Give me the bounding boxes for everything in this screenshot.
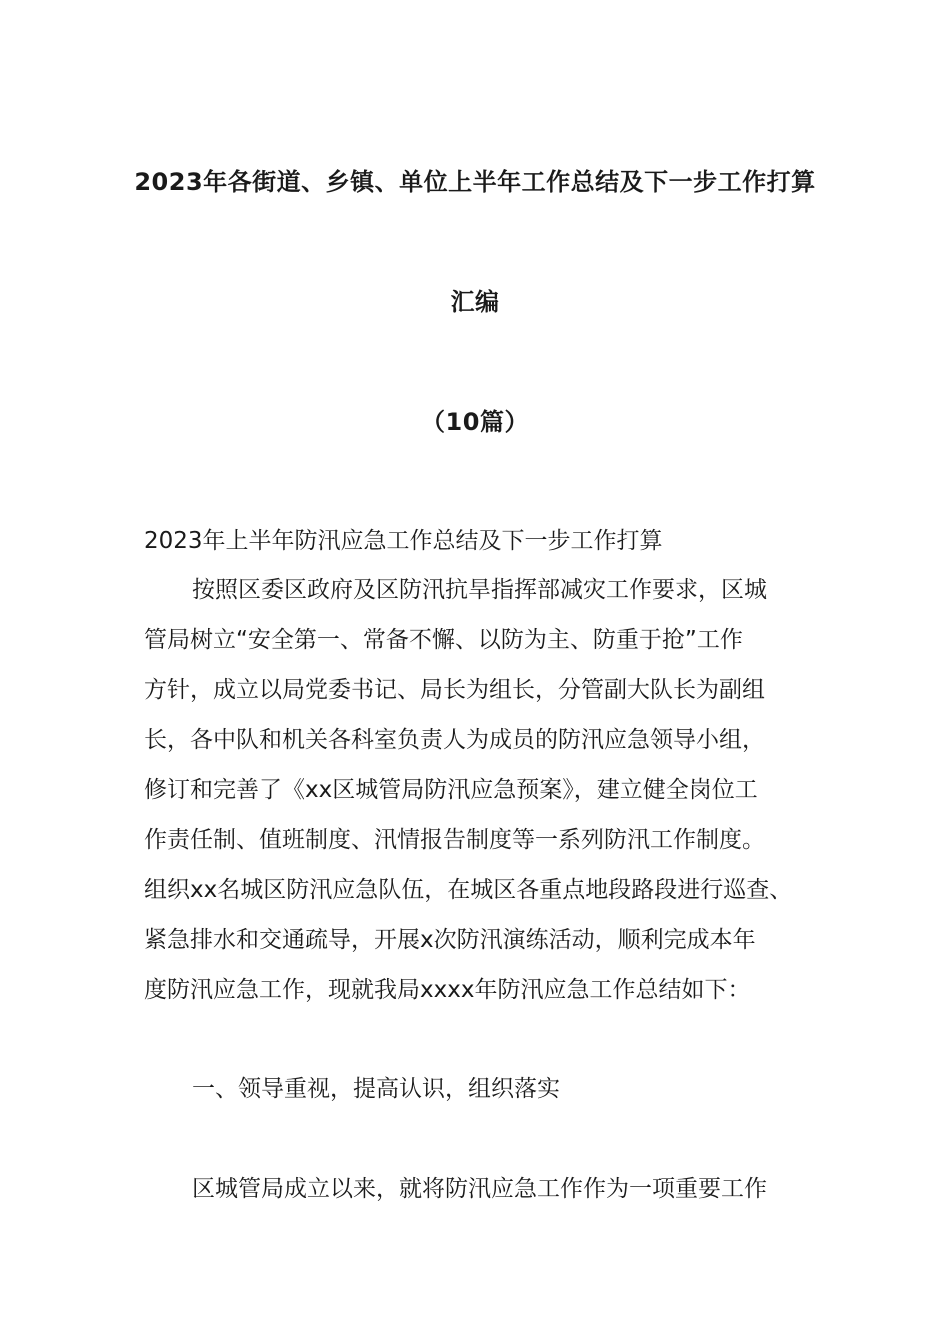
document-title-count: （10篇） xyxy=(421,408,529,436)
paragraph-line: 按照区委区政府及区防汛抗旱指挥部减灾工作要求，区城 xyxy=(192,577,767,603)
paragraph-line: 紧急排水和交通疏导，开展x次防汛演练活动，顺利完成本年 xyxy=(144,927,756,953)
section-paragraph-line: 区城管局成立以来，就将防汛应急工作作为一项重要工作 xyxy=(192,1176,767,1202)
paragraph-line: 修订和完善了《xx区城管局防汛应急预案》，建立健全岗位工 xyxy=(144,777,758,803)
paragraph-line: 作责任制、值班制度、汛情报告制度等一系列防汛工作制度。 xyxy=(144,827,765,853)
document-title-line-1: 2023年各街道、乡镇、单位上半年工作总结及下一步工作打算 xyxy=(134,168,816,196)
paragraph-line: 组织xx名城区防汛应急队伍，在城区各重点地段路段进行巡查、 xyxy=(144,877,793,903)
paragraph-line: 管局树立“安全第一、常备不懈、以防为主、防重于抢”工作 xyxy=(144,627,743,653)
paragraph-line: 长，各中队和机关各科室负责人为成员的防汛应急领导小组， xyxy=(144,727,765,753)
section-heading: 一、领导重视，提高认识，组织落实 xyxy=(192,1076,560,1102)
intro-paragraph xyxy=(144,573,824,1023)
document-title-line-2: 汇编 xyxy=(450,288,500,316)
article-subtitle: 2023年上半年防汛应急工作总结及下一步工作打算 xyxy=(144,528,663,554)
paragraph-line: 方针，成立以局党委书记、局长为组长，分管副大队长为副组 xyxy=(144,677,765,703)
paragraph-line: 度防汛应急工作，现就我局xxxx年防汛应急工作总结如下： xyxy=(144,977,751,1003)
